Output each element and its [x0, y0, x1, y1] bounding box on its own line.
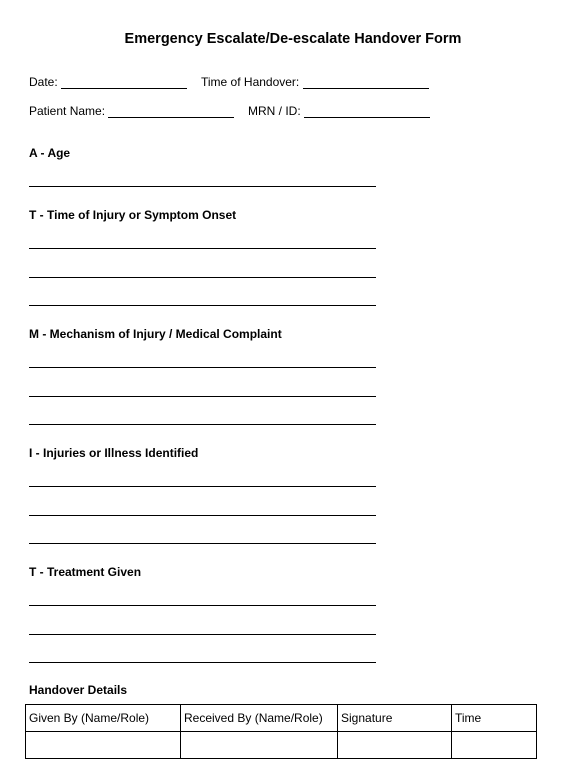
- section-injuries-heading: I - Injuries or Illness Identified: [29, 446, 199, 460]
- form-title: Emergency Escalate/De-escalate Handover Form: [124, 31, 462, 47]
- section-treatment-heading: T - Treatment Given: [29, 565, 142, 579]
- given-by-cell[interactable]: [26, 732, 181, 759]
- date-label: Date:: [29, 75, 58, 89]
- patient-name-field[interactable]: [108, 117, 234, 118]
- time-of-handover-field[interactable]: [303, 88, 429, 89]
- mechanism-line-3[interactable]: [29, 424, 376, 425]
- section-age-heading: A - Age: [29, 146, 71, 160]
- signature-cell[interactable]: [338, 732, 452, 759]
- patient-name-label: Patient Name:: [29, 104, 106, 118]
- date-field[interactable]: [61, 88, 187, 89]
- col-time: Time: [452, 705, 537, 732]
- handover-header-row: [26, 705, 537, 732]
- received-by-cell[interactable]: [181, 732, 338, 759]
- treatment-line-1[interactable]: [29, 605, 376, 606]
- time-line-2[interactable]: [29, 277, 376, 278]
- age-line[interactable]: [29, 186, 376, 187]
- time-of-handover-label: Time of Handover:: [201, 75, 300, 89]
- time-line-3[interactable]: [29, 305, 376, 306]
- handover-details-heading: Handover Details: [29, 683, 128, 697]
- mechanism-line-1[interactable]: [29, 367, 376, 368]
- mrn-label: MRN / ID:: [248, 104, 301, 118]
- time-cell[interactable]: [452, 732, 537, 759]
- handover-table: [25, 704, 537, 759]
- col-signature: Signature: [338, 705, 452, 732]
- mechanism-line-2[interactable]: [29, 396, 376, 397]
- injuries-line-2[interactable]: [29, 515, 376, 516]
- section-time-heading: T - Time of Injury or Symptom Onset: [29, 208, 237, 222]
- injuries-line-1[interactable]: [29, 486, 376, 487]
- time-line-1[interactable]: [29, 248, 376, 249]
- col-received-by: Received By (Name/Role): [181, 705, 338, 732]
- section-mechanism-heading: M - Mechanism of Injury / Medical Complaint: [29, 327, 282, 341]
- injuries-line-3[interactable]: [29, 543, 376, 544]
- mrn-field[interactable]: [304, 117, 430, 118]
- treatment-line-3[interactable]: [29, 662, 376, 663]
- table-row: [26, 732, 537, 759]
- col-given-by: Given By (Name/Role): [26, 705, 181, 732]
- treatment-line-2[interactable]: [29, 634, 376, 635]
